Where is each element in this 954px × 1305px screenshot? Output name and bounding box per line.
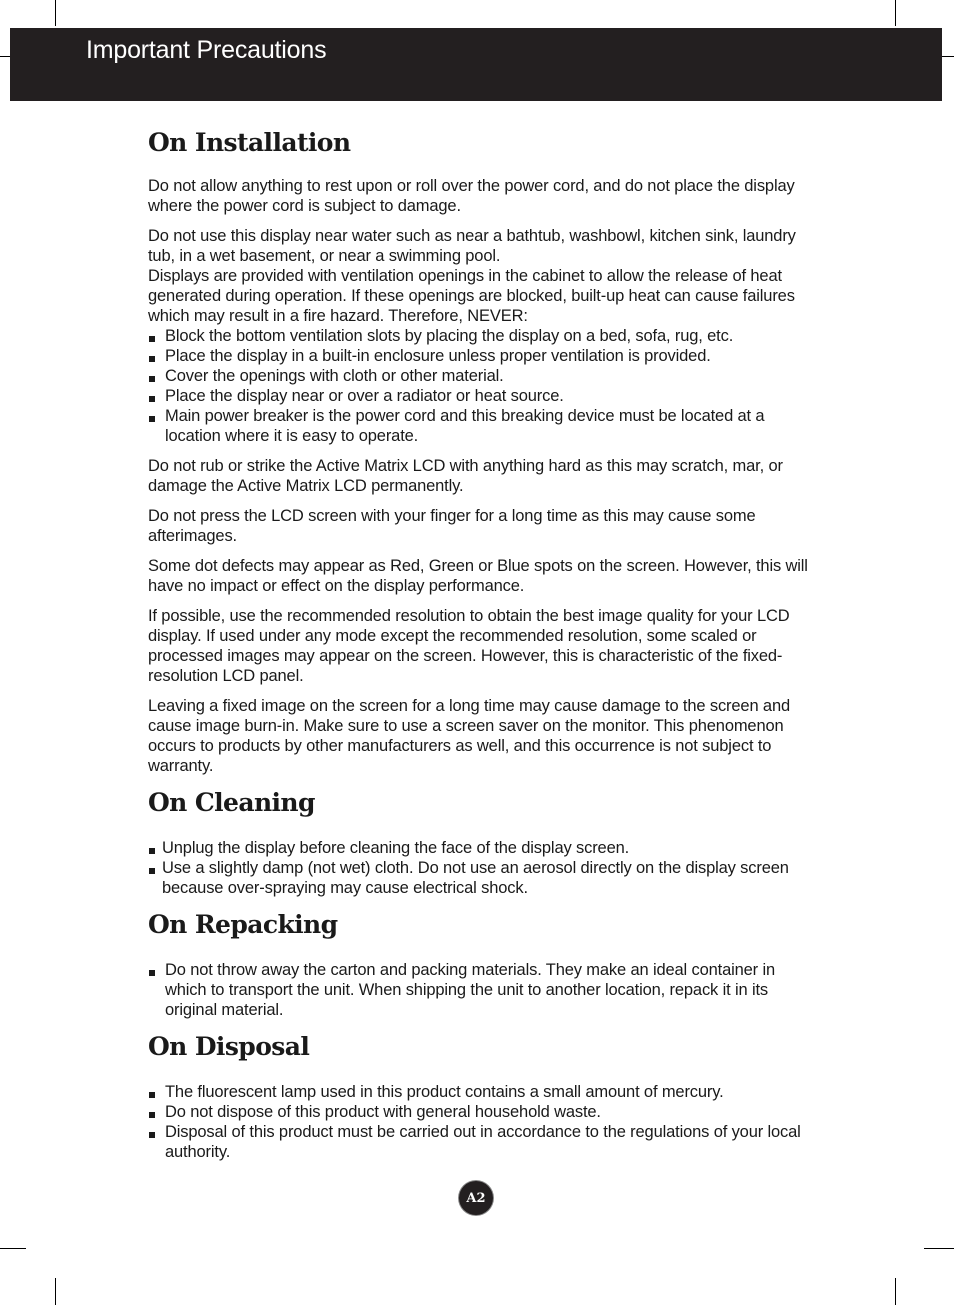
cleaning-bullet-list <box>148 838 808 898</box>
list-item: Disposal of this product must be carried out in accordance to the regulations of your local authority. <box>148 1122 808 1162</box>
list-item: Use a slightly damp (not wet) cloth. Do not use an aerosol directly on the display screen because over-spraying may cause electrical shock. <box>148 858 808 898</box>
page-number-badge: A2 <box>459 1181 493 1215</box>
list-item: Do not dispose of this product with general household waste. <box>148 1102 808 1122</box>
disposal-bullet-list <box>148 1082 808 1162</box>
crop-mark-right-lower <box>924 1248 954 1249</box>
list-item: Unplug the display before cleaning the face of the display screen. <box>148 838 808 858</box>
list-item: Place the display near or over a radiator or heat source. <box>148 386 808 406</box>
paragraph: Do not rub or strike the Active Matrix LCD with anything hard as this may scratch, mar, or damage the Active Matrix LCD permanently. <box>148 457 783 495</box>
crop-mark-bottom-right <box>895 1278 896 1305</box>
crop-mark-left-upper <box>0 56 10 57</box>
installation-bullet-list <box>148 326 808 446</box>
crop-mark-bottom-left <box>55 1278 56 1305</box>
list-item: Main power breaker is the power cord and this breaking device must be located at a location where it is easy to operate. <box>148 406 808 446</box>
crop-mark-left-lower <box>0 1248 26 1249</box>
list-item: Do not throw away the carton and packing materials. They make an ideal container in which to transport the unit. When shipping the unit to another location, repack it in its original material. <box>148 960 808 1020</box>
repacking-bullet-list <box>148 960 808 1020</box>
section-heading-installation: On Installation <box>148 128 351 157</box>
paragraph: Do not press the LCD screen with your finger for a long time as this may cause some afterimages. <box>148 507 756 545</box>
crop-mark-right-upper <box>942 56 954 57</box>
paragraph: Some dot defects may appear as Red, Green or Blue spots on the screen. However, this will have no impact or effect on the display performance. <box>148 557 808 595</box>
section-heading-repacking: On Repacking <box>148 910 338 939</box>
paragraph: Do not use this display near water such as near a bathtub, washbowl, kitchen sink, laundry tub, in a wet basement, or near a swimming pool. <box>148 227 796 265</box>
list-item: Block the bottom ventilation slots by placing the display on a bed, sofa, rug, etc. <box>148 326 808 346</box>
paragraph: Do not allow anything to rest upon or roll over the power cord, and do not place the display where the power cord is subject to damage. <box>148 177 795 215</box>
paragraph: Leaving a fixed image on the screen for a long time may cause damage to the screen and cause image burn-in. Make sure to use a screen saver on the monitor. This phenomenon occurs to products by other manufacturers as well, and this occurrence is not subject to warranty. <box>148 697 790 775</box>
list-item: Place the display in a built-in enclosure unless proper ventilation is provided. <box>148 346 808 366</box>
page-title: Important Precautions <box>86 36 327 64</box>
paragraph: Displays are provided with ventilation openings in the cabinet to allow the release of heat generated during operation. If these openings are blocked, built-up heat can cause failures which may result in a fire hazard. Therefore, NEVER: <box>148 267 795 325</box>
list-item: The fluorescent lamp used in this product contains a small amount of mercury. <box>148 1082 808 1102</box>
crop-mark-top-left <box>55 0 56 26</box>
list-item: Cover the openings with cloth or other material. <box>148 366 808 386</box>
precautions-content <box>148 126 808 1172</box>
section-heading-cleaning: On Cleaning <box>148 788 315 817</box>
section-heading-disposal: On Disposal <box>148 1032 310 1061</box>
crop-mark-top-right <box>895 0 896 26</box>
paragraph: If possible, use the recommended resolution to obtain the best image quality for your LCD display. If used under any mode except the recommended resolution, some scaled or processed images may appear on the screen. However, this is characteristic of the fixed-resolution LCD panel. <box>148 607 790 685</box>
